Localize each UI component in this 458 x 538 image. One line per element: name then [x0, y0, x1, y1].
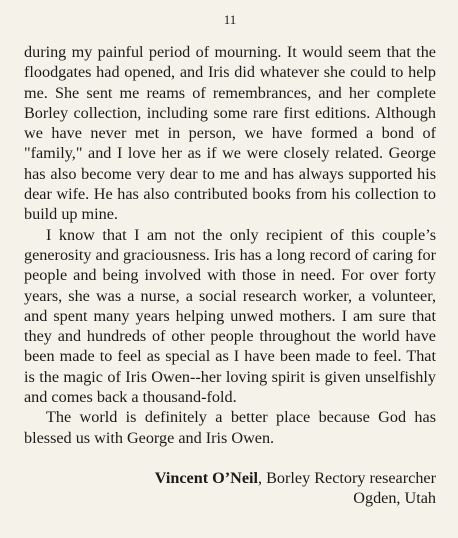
signature-block: [24, 468, 436, 509]
paragraph-continued: during my painful period of mourning. It would seem that the floodgates had opened, and Iris did whatever she could to help me. She sent me reams of remembrances, and her complete Borley collection, including some rare first editions. Although we have never met in person, we have formed a bond of "family," and I love her as if we were closely related. George has also become very dear to me and has always supported his dear wife. He has also contributed books from his collection to build up mine.: [24, 43, 436, 224]
signature-name: Vincent O’Neil: [154, 468, 259, 487]
paragraph-closing: The world is definitely a better place because God has blessed us with George and Iris Owen.: [24, 408, 436, 447]
signature-title: , Borley Rectory researcher: [258, 468, 436, 487]
page-number: 11: [223, 12, 237, 27]
signature-location: Ogden, Utah: [353, 489, 436, 508]
paragraph-generosity: I know that I am not the only recipient of this couple’s generosity and graciousness. Iris has a long record of caring for people and being involved with those in need. For over forty years, she was a nurse, a social research worker, a volunteer, and spent many years helping unwed mothers. I am sure that they and hundreds of other people throughout the world have been made to feel as special as I have been made to feel. That is the magic of Iris Owen--her loving spirit is given unselfishly and comes back a thousand-fold.: [24, 225, 436, 407]
